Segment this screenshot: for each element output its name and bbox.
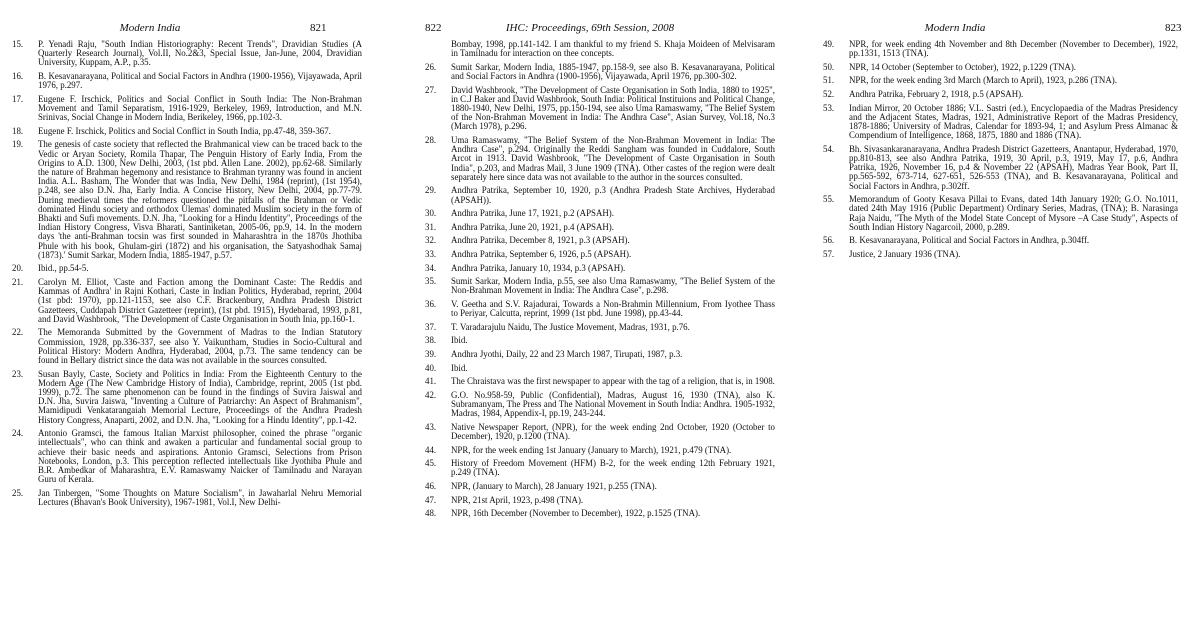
endnote-text: Andhra Patrika, June 20, 1921, p.4 (APSAH). <box>451 221 614 232</box>
page-number: 823 <box>1165 22 1182 34</box>
endnote <box>425 509 775 518</box>
endnote-text: The genesis of caste society that reflected the Brahmanical view can be traced back to the Vedic or Aryan Society, Romila Thapar, The Penguin History of Early India, From the Origins to A.D. 1300, New Delhi, 2003, (1st pbd. Allen Lane. 2002), pp.62-68. Similarly the nature of Brahman hegemony and resistance to Brahman tyranny was found in ancient India. A.L. Basham, The Wonder that was India, New Delhi, 1984 (reprint), (1st 1954), p.248, see also D.N. Jha, Early India. A Concise History, New Delhi, 2004, pp.77-79. During medieval times the reformers questioned the pitfalls of the Brahman or Vedic dominated Hindu society and orthodox Ulemas' dominated Muslim society in the form of Bhakti and Sufi movements. D.N. Jha, "Looking for a Hindu Identity", Proceedings of the Indian History Congress, Visva Bharati, Santiniketan, 2005-06, pp.9, 14. In the modern days 'the anti-Brahman tocsin was first sounded in Maharashtra in the 1870s Jhothiba Phule with his book, Ghulam-giri (1872) and his organisation, the Satyashodhak Samaj (1873).' Sumit Sarkar, Modern India, 1885-1947, p.57. <box>38 139 362 260</box>
endnote-number: 35. <box>425 276 437 287</box>
endnotes-list <box>425 40 775 523</box>
endnote-number: 26. <box>425 61 437 72</box>
endnote-text: The Memoranda Submitted by the Government of Madras to the Indian Statutory Commission, 1928, pp.336-337, see also Y. Vaikuntham, Studies in Socio-Cultural and Political History: Modern Andhra, Hyderabad, 2004, p.73. The same tendency can be found in Bellary district since the data was not available in the sources consulted. <box>38 327 362 366</box>
endnote-number: 45. <box>425 458 437 469</box>
endnote-text: NPR, for the week ending 1st January (January to March), 1921, p.479 (TNA). <box>451 444 732 455</box>
running-title: IHC: Proceedings, 69th Session, 2008 <box>505 22 675 34</box>
endnote-text: NPR, 21st April, 1923, p.498 (TNA). <box>451 494 584 505</box>
endnote-text: Ibid., pp.54-5. <box>38 263 89 274</box>
endnote <box>425 446 775 455</box>
endnote <box>425 236 775 245</box>
endnote-text: Susan Bayly, Caste, Society and Politics in India: From the Eighteenth Century to the Modern Age (The New Cambridge History of India), Cambridge, reprint, 2005 (1st pbd. 1999), p.72. The same phenomenon can be found in the findings of Suvira Jaiswal and D.N. Jha, Suvira Jaiswa, "Inventing a Culture of Patriarchy: An Aspect of Brahmanism", Mamidipudi Venkatarangaiah Memorial Lecture, Proceedings of the Andhra Pradesh History Congress, Anaparti, 2002, and D.N. Jha, "Looking for a Hindu Identity", pp.1-42. <box>38 368 362 425</box>
endnote <box>425 136 775 182</box>
endnote <box>425 423 775 441</box>
endnote <box>823 40 1178 58</box>
endnote <box>823 145 1178 191</box>
endnote-number: 21. <box>12 277 24 288</box>
endnote-text: Andhra Patrika, September 6, 1926, p.5 (APSAH). <box>451 248 632 259</box>
endnote-text: B. Kesavanarayana, Political and Social Factors in Andhra, p.304ff. <box>849 235 1090 246</box>
endnote <box>12 278 362 324</box>
endnote-number: 20. <box>12 263 24 274</box>
endnotes-list <box>12 40 362 512</box>
endnote-number: 28. <box>425 135 437 145</box>
endnote <box>12 40 362 68</box>
endnote-text: The Chraistava was the first newspaper to appear with the tag of a religion, that is, in 1908. <box>451 376 775 387</box>
endnote-number: 56. <box>823 235 835 246</box>
endnote <box>12 429 362 484</box>
endnote-text: Jan Tinbergen, "Some Thoughts on Mature Socialism", in Jawaharlal Nehru Memorial Lectures (Bhavan's Book University), 1967-1981, Vol.I, New Delhi- <box>38 487 362 508</box>
endnote <box>12 489 362 507</box>
endnote-number: 57. <box>823 248 835 259</box>
endnote-text: Native Newspaper Report, (NPR), for the week ending 2nd October, 1920 (October to December), 1920, p.1200 (TNA). <box>451 421 775 441</box>
endnote-text: B. Kesavanarayana, Political and Social Factors in Andhra (1900-1956), Vijayawada, April 1976, p.297. <box>38 71 362 91</box>
endnote-text: NPR, 16th December (November to December), 1922, p.1525 (TNA). <box>451 508 701 519</box>
running-header <box>805 22 1200 36</box>
endnote-text: T. Varadarajulu Naidu, The Justice Movement, Madras, 1931, p.76. <box>451 321 690 332</box>
endnote-number: 24. <box>12 428 24 439</box>
endnote-number: 27. <box>425 84 437 95</box>
endnote-text: NPR, 14 October (September to October), 1922, p.1229 (TNA). <box>849 61 1077 72</box>
endnote <box>425 350 775 359</box>
endnote-number: 51. <box>823 75 835 86</box>
endnote-number: 48. <box>425 508 437 519</box>
endnote <box>823 90 1178 99</box>
page-821 <box>0 0 395 640</box>
endnote <box>425 459 775 477</box>
endnote-number: 33. <box>425 248 437 259</box>
endnote-text: Andhra Patrika, June 17, 1921, p.2 (APSAH). <box>451 208 614 219</box>
page-823 <box>805 0 1200 640</box>
endnote <box>425 223 775 232</box>
endnote-number: 31. <box>425 221 437 232</box>
endnote <box>425 209 775 218</box>
endnote <box>425 86 775 132</box>
endnote-text: Memorandum of Gooty Kesava Pillai to Evans, dated 14th January 1920; G.O. No.1011, dated 24th May 1916 (Public Department) Ordinary Series, Madras, (TNA); B. Narasinga Raja Naidu, "The Myth of the Model State Concept of Mysore –A Case Study", Aspects of South Indian History Nagarcoil, 2000, p.289. <box>849 194 1178 232</box>
endnotes-list <box>823 40 1178 264</box>
running-header <box>400 22 800 36</box>
endnote <box>425 364 775 373</box>
endnote-number: 44. <box>425 444 437 455</box>
endnote-text: P. Yenadi Raju, "South Indian Historiography: Recent Trends", Dravidian Studies (A Quarterly Research Journal), Vol.II, No.2&3, Special Issue, Jan-June, 2004, Dravidian University, Kuppam, A.P., p.35. <box>38 39 362 68</box>
endnote-text: Andhra Patrika, February 2, 1918, p.5 (APSAH). <box>849 88 1024 99</box>
endnote <box>425 63 775 81</box>
endnote <box>12 264 362 273</box>
endnote-number: 43. <box>425 421 437 432</box>
endnote-number: 42. <box>425 389 437 400</box>
endnote-number: 16. <box>12 71 24 81</box>
running-title: Modern India <box>924 22 986 34</box>
endnote-number: 54. <box>823 143 835 154</box>
endnote-text: Sumit Sarkar, Modern India, p.55, see also Uma Ramaswamy, "The Belief System of the Non-Brahman Movement in India: The Andhra Case", p.298. <box>451 276 775 296</box>
endnote <box>12 370 362 425</box>
endnote <box>823 104 1178 141</box>
endnote-number: 55. <box>823 194 835 205</box>
endnote-number: 15. <box>12 39 24 49</box>
endnote-text: Justice, 2 January 1936 (TNA). <box>849 248 961 259</box>
endnote-number: 22. <box>12 327 24 338</box>
endnote-number: 34. <box>425 262 437 273</box>
endnote-number: 49. <box>823 39 835 49</box>
endnote <box>425 377 775 386</box>
endnote-number: 29. <box>425 185 437 196</box>
endnote-text: Andhra Jyothi, Daily, 22 and 23 March 1987, Tirupati, 1987, p.3. <box>451 348 683 359</box>
endnote <box>425 300 775 318</box>
endnote-text: Eugene F. Irschick, Politics and Social Conflict in South India, pp.47-48, 359-367. <box>38 125 331 136</box>
page-number: 821 <box>310 22 327 34</box>
endnote-text: G.O. No.958-59, Public (Confidential), Madras, August 16, 1930 (TNA), also K. Subramanyam, The Press and The National Movement in South India: Andhra. 1905-1932, Madras, 1984, Appendix-I, pp.19, 243-244. <box>451 389 775 419</box>
endnote-text: Bh. Sivasankaranarayana, Andhra Pradesh District Gazetteers, Anantapur, Hyderabad, 1970, pp.810-813, see also Andhra Patrika, 1919, 30 April, p.3, 1919, May 17, p.6, Andhra Patrika, 1926, November 16, p.4 & November 22 (APSAH), Madras Year Book, Part II, pp.565-592, 673-714, 627-651, 526-553 (TNA), and B. Kesavanarayana, Political and Social Factors in Andhra, p.302ff. <box>849 143 1178 191</box>
endnote-text: Ibid. <box>451 335 468 346</box>
note-continuation: Bombay, 1998, pp.141-142. I am thankful to my friend S. Khaja Moideen of Melvisaram in Tamilnadu for interaction on thee concepts. <box>451 39 775 59</box>
endnote <box>12 72 362 90</box>
endnote-text: Andhra Patrika, December 8, 1921, p.3 (APSAH). <box>451 235 630 246</box>
endnote-number: 50. <box>823 61 835 72</box>
page-number: 822 <box>425 22 442 34</box>
endnote <box>823 236 1178 245</box>
endnote-number: 38. <box>425 335 437 346</box>
endnote <box>425 277 775 295</box>
endnote <box>425 264 775 273</box>
endnote-text: David Washbrook, "The Development of Caste Organisation in Soth India, 1880 to 1925", in C.J Baker and David Washbrook, South India: Political Instituions and Political Change, 1880-1940, New Delhi, 1975, pp.150-194, see also Uma Ramaswamy, "The Belief System of the Non-Brahman Movement in India: The Andhra Case", Asian Survey, Vol.18, No.3 (March 1978), p.296. <box>451 84 775 132</box>
endnote-text: Indian Mirror, 20 October 1886; V.L. Sastri (ed.), Encyclopaedia of the Madras Presidency and the Adjacent States, Madras, 1921, Administrative Report of the Madras Presidency, 1878-1886; University of Madras, Calendar for 1893-94, 1; and Asylum Press Almanac & Compendium of Intelligence, 1868, 1875, 1880 and 1886 (TNA). <box>849 102 1178 141</box>
endnote-text: Sumit Sarkar, Modern India, 1885-1947, pp.158-9, see also B. Kesavanarayana, Political and Social Factors in Andhra (1900-1956), Vijayawada, April 1976, pp.300-302. <box>451 61 775 81</box>
endnote-number: 41. <box>425 376 437 387</box>
endnote <box>12 95 362 123</box>
endnote-number: 17. <box>12 93 24 104</box>
endnote-number: 47. <box>425 494 437 505</box>
running-title: Modern India <box>119 22 181 34</box>
endnote <box>12 328 362 365</box>
endnote-text: Andhra Patrika, January 10, 1934, p.3 (APSAH). <box>451 262 626 273</box>
endnote <box>425 482 775 491</box>
endnote-text: Antonio Gramsci, the famous Italian Marxist philosopher, coined the phrase "organic intellectuals", who can think and awaken a particular and fundamental social group to achieve their basic needs and aspirations. Antonio Gramsci, Selections from Prison Notebooks, London, p.3. This perception reflected intellectuals like Jyothiba Phule and B.R. Ambedkar of Maharashtra, E.V. Ramaswamy Naicker of Tamilnadu and Narayan Guru of Kerala. <box>38 428 362 485</box>
endnote-number: 40. <box>425 362 437 373</box>
endnote-number: 39. <box>425 348 437 359</box>
endnote <box>823 195 1178 232</box>
endnote <box>425 496 775 505</box>
endnote-text: Uma Ramaswamy, "The Belief System of the Non-Brahman Movement in India: The Andhra Case", p.294. Originally the Reddi Sangham was founded in Cuddalore, South Arcot in 1913. David Washbrook, "The Development of Caste Organisation in South India", p.203, and Madras Mail, 3 June 1909 (TNA). Other castes of the region were dealt separately here since data was not available to the author in the sources consulted. <box>451 135 775 182</box>
endnote-number: 19. <box>12 139 24 150</box>
endnote <box>425 336 775 345</box>
endnote-number: 46. <box>425 480 437 491</box>
endnote-number: 36. <box>425 298 437 309</box>
endnote-text: V. Geetha and S.V. Rajadurai, Towards a Non-Brahmin Millennium, From Iyothee Thass to Periyar, Calcutta, reprint, 1999 (1st pbd. June 1998), pp.43-44. <box>451 298 775 319</box>
endnote-text: NPR, (January to March), 28 January 1921, p.255 (TNA). <box>451 480 657 491</box>
endnote-text: Ibid. <box>451 362 468 373</box>
endnote <box>823 76 1178 85</box>
endnote-text: NPR, for week ending 4th November and 8th December (November to December), 1922, pp.1331, 1513 (TNA). <box>849 39 1178 59</box>
endnote-number: 30. <box>425 208 437 219</box>
endnote <box>425 391 775 419</box>
endnote-text: Andhra Patrika, September 10, 1920, p.3 (Andhra Pradesh State Archives, Hyderabad (APSAH)). <box>451 185 775 205</box>
endnote-number: 18. <box>12 125 24 136</box>
page-822 <box>400 0 800 640</box>
endnote <box>12 140 362 260</box>
endnote <box>823 63 1178 72</box>
endnote-number: 53. <box>823 102 835 113</box>
endnote-number: 25. <box>12 487 24 498</box>
endnote-text: Eugene F. Irschick, Politics and Social Conflict in South India: The Non-Brahman Movement and Tamil Separatism, 1916-1929, Berkeley, 1969, Introduction, and M.N. Srinivas, Social Change in Modern India, Berikeley, 1966, pp.102-3. <box>38 93 362 123</box>
endnote <box>425 323 775 332</box>
endnote-number: 37. <box>425 321 437 332</box>
endnote <box>425 250 775 259</box>
running-header <box>0 22 395 36</box>
endnote-text: Carolyn M. Elliot, 'Caste and Faction among the Dominant Caste: The Reddis and Kammas of Andhra' in Rajni Kothari, Caste in Indian Politics, Hyderabad, reprint, 2004 (1st pbd: 1970), pp.121-1153, see also C.F. Brackenbury, Andhra Pradesh District Gazetteers, Cuddapah District Gazetteer (reprint), (1st pbd. 1915), Hydebarad, 1993, p.81, and David Washbrook, "The Development of Caste Organisation in South Inia, pp.160-1. <box>38 277 362 324</box>
endnote-number: 52. <box>823 88 835 99</box>
endnote <box>12 127 362 136</box>
endnote-text: History of Freedom Movement (HFM) B-2, for the week ending 12th February 1921, p.249 (TNA). <box>451 458 775 478</box>
endnote <box>823 250 1178 259</box>
endnote <box>425 186 775 204</box>
endnote-number: 32. <box>425 235 437 246</box>
endnote-text: NPR, for the week ending 3rd March (March to April), 1923, p.286 (TNA). <box>849 75 1117 86</box>
endnote-number: 23. <box>12 368 24 379</box>
